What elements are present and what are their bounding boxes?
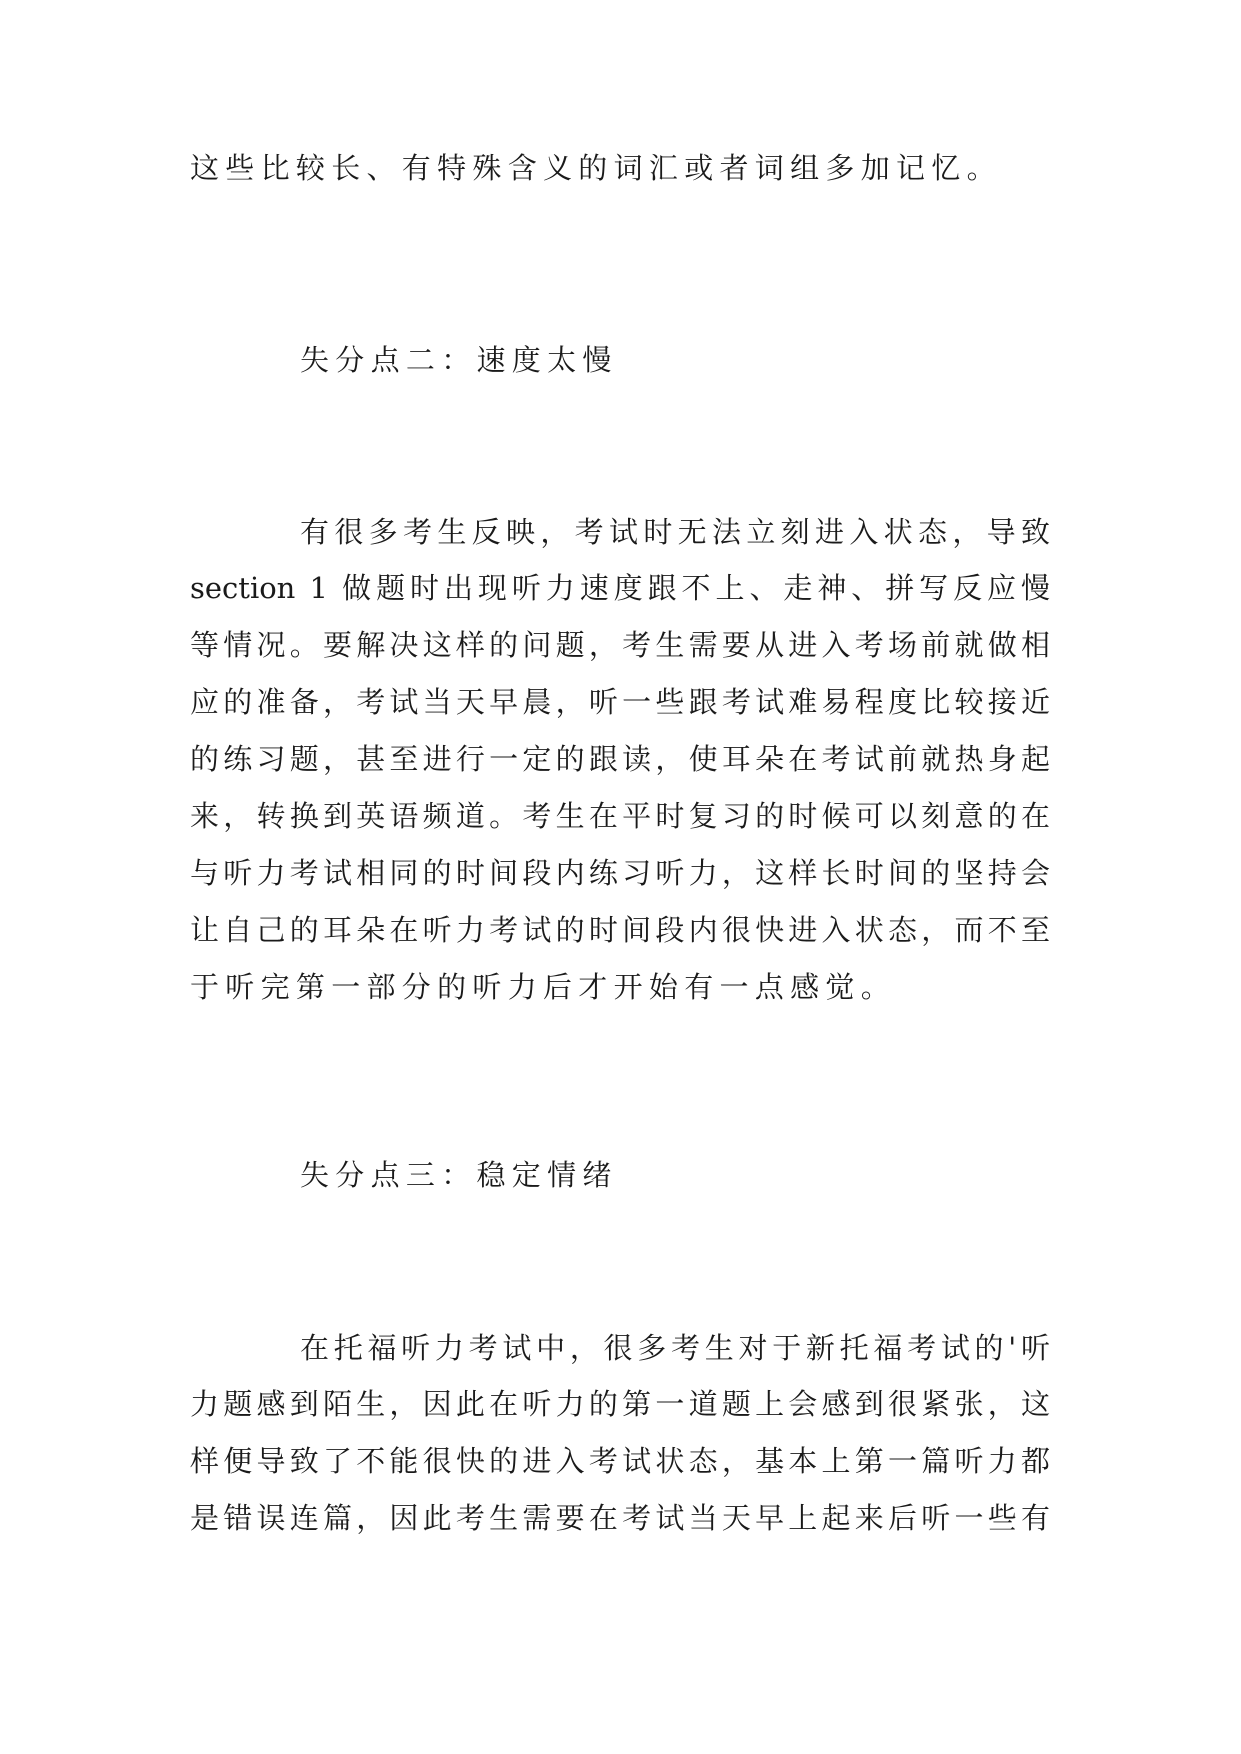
- paragraph-line: 的练习题，甚至进行一定的跟读，使耳朵在考试前就热身起: [190, 742, 1050, 776]
- paragraph-line: 是错误连篇，因此考生需要在考试当天早上起来后听一些有: [190, 1501, 1050, 1535]
- paragraph-line: 应的准备，考试当天早晨，听一些跟考试难易程度比较接近: [190, 685, 1050, 719]
- paragraph-line: 来，转换到英语频道。考生在平时复习的时候可以刻意的在: [190, 799, 1050, 833]
- paragraph-line: 力题感到陌生，因此在听力的第一道题上会感到很紧张，这: [190, 1387, 1050, 1421]
- paragraph-line: 样便导致了不能很快的进入考试状态，基本上第一篇听力都: [190, 1444, 1050, 1478]
- section-heading-2: 失分点二：速度太慢: [300, 343, 618, 377]
- paragraph-line: 有很多考生反映，考试时无法立刻进入状态，导致: [300, 515, 1050, 549]
- paragraph-line: section 1 做题时出现听力速度跟不上、走神、拼写反应慢: [190, 571, 1050, 605]
- paragraph-line: 等情况。要解决这样的问题，考生需要从进入考场前就做相: [190, 628, 1050, 662]
- paragraph-line: 这些比较长、有特殊含义的词汇或者词组多加记忆。: [190, 151, 1002, 185]
- paragraph-line: 与听力考试相同的时间段内练习听力，这样长时间的坚持会: [190, 856, 1050, 890]
- paragraph-line: 于听完第一部分的听力后才开始有一点感觉。: [190, 970, 897, 1004]
- paragraph-line: 在托福听力考试中，很多考生对于新托福考试的'听: [300, 1331, 1050, 1365]
- section-heading-3: 失分点三：稳定情绪: [300, 1158, 618, 1192]
- paragraph-line: 让自己的耳朵在听力考试的时间段内很快进入状态，而不至: [190, 913, 1050, 947]
